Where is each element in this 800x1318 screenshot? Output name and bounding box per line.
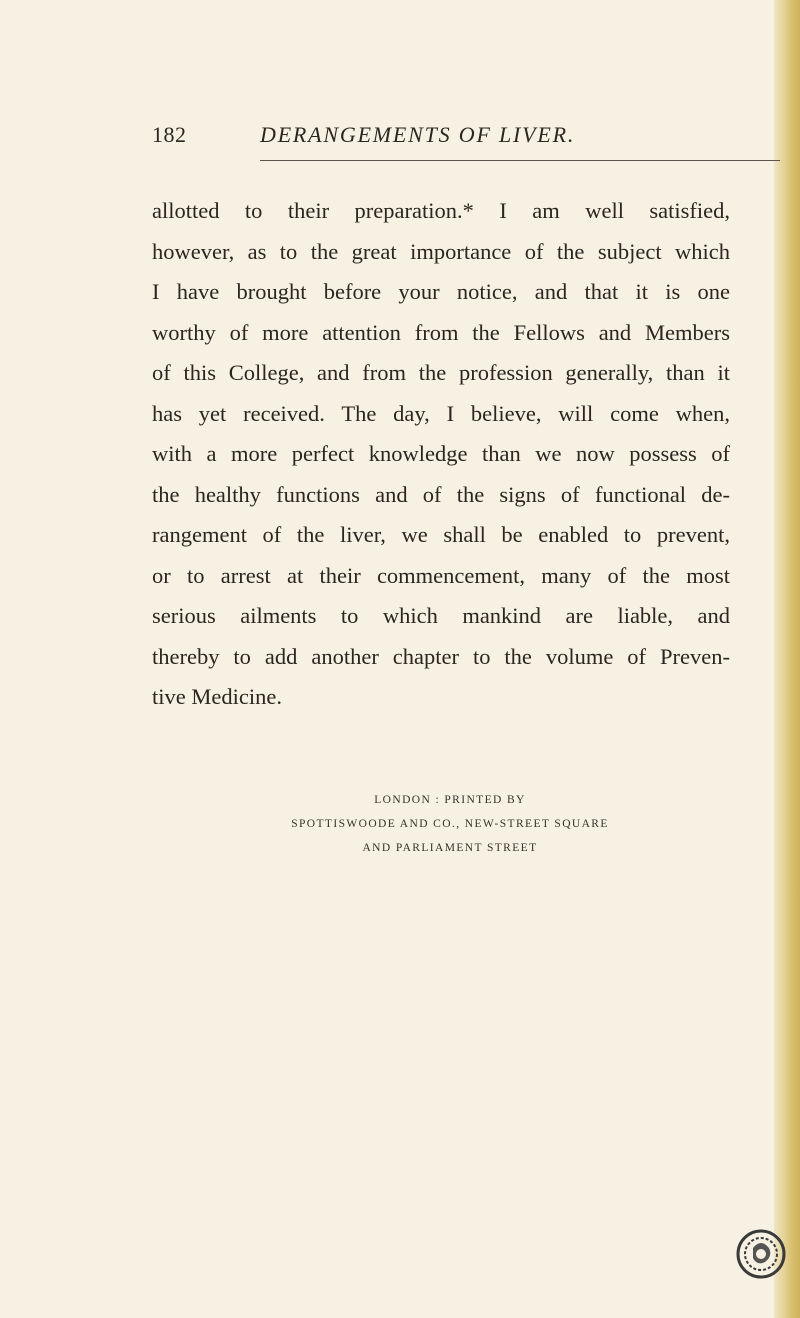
text-line: tive Medicine. [152, 684, 282, 709]
text-line: allotted to their preparation.* I am well satisfied, [152, 198, 730, 223]
library-stamp-icon [735, 1228, 787, 1280]
page-header [152, 116, 630, 160]
header-rule [260, 160, 780, 161]
text-line: rangement of the liver, we shall be enabled to prevent, [152, 522, 730, 547]
text-line: thereby to add another chapter to the volume of Preven- [152, 643, 730, 669]
page-edge [774, 0, 800, 1318]
text-line: or to arrest at their commencement, many of the most [152, 562, 730, 588]
text-line: I have brought before your notice, and that it is one [152, 279, 730, 304]
running-head: DERANGEMENTS OF LIVER. [260, 122, 576, 147]
page-number: 182 [152, 122, 187, 147]
text-line: however, as to the great importance of the subject which [152, 238, 730, 264]
body-paragraph [152, 191, 730, 718]
imprint-line: AND PARLIAMENT STREET [362, 842, 538, 854]
text-line: the healthy functions and of the signs of functional de- [152, 481, 730, 507]
text-line: serious ailments to which mankind are liable, and [152, 603, 730, 628]
imprint-line: SPOTTISWOODE AND CO., NEW-STREET SQUARE [291, 818, 609, 830]
text-line: worthy of more attention from the Fellows and Members [152, 319, 730, 345]
text-line: of this College, and from the profession generally, than it [152, 360, 730, 385]
text-line: with a more perfect knowledge than we now possess of [152, 441, 730, 466]
imprint-line: LONDON : PRINTED BY [374, 794, 526, 806]
text-line: has yet received. The day, I believe, will come when, [152, 400, 730, 426]
printer-imprint [256, 788, 644, 860]
